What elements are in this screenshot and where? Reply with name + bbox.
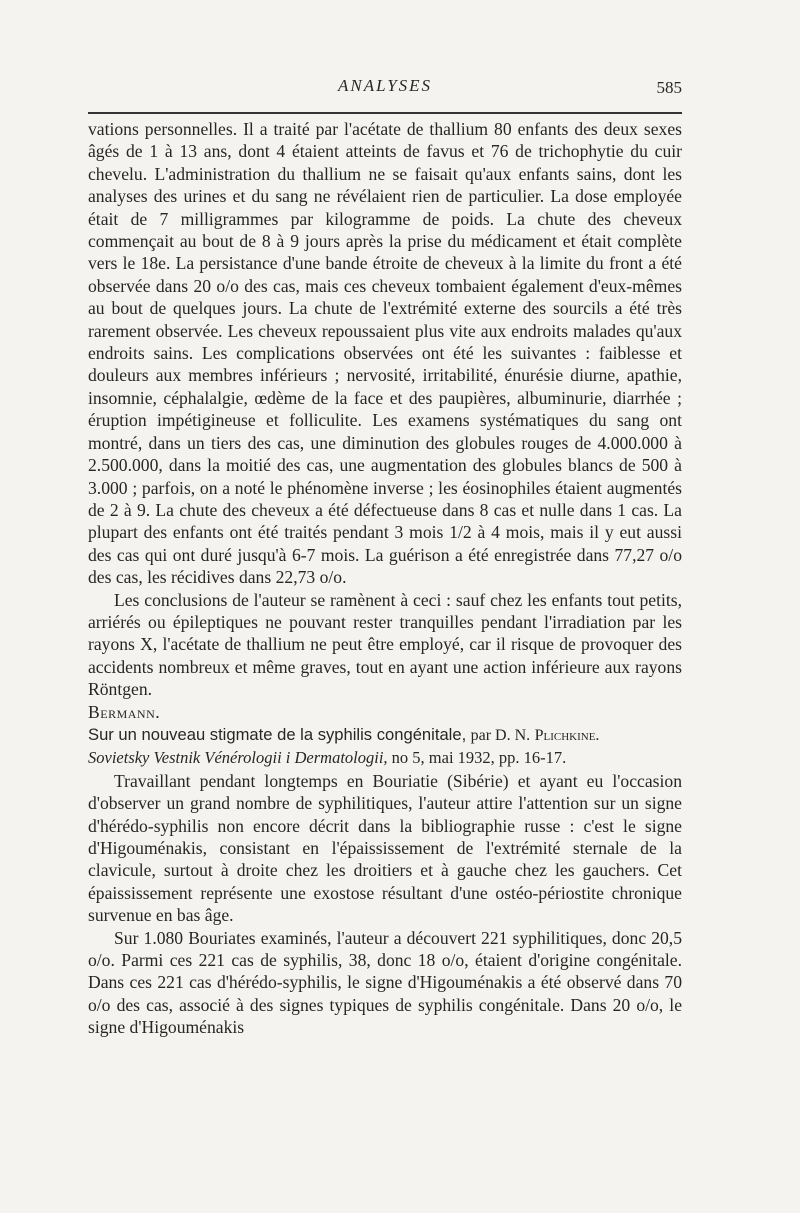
first-article-paragraph-2: Les conclusions de l'auteur se ramènent à ceci : sauf chez les enfants tout petits, arriérés ou épileptiques ne pouvant rester tranquilles pendant l'irradiation par les rayons X, l'acétate de thallium ne peut être employé, car il risque de provoquer des accidents nombreux et même graves, tout en ayant une action inférieure aux rayons Röntgen. <box>88 589 682 700</box>
second-article-title: Sur un nouveau stigmate de la syphilis congénitale, <box>88 724 467 744</box>
page-body <box>88 118 682 1039</box>
second-article-citation <box>88 747 682 769</box>
journal-name: Sovietsky Vestnik Vénérologii i Dermatologii, <box>88 748 388 768</box>
header-rule <box>88 112 682 114</box>
first-article-paragraph-1: vations personnelles. Il a traité par l'acétate de thallium 80 enfants des deux sexes âgés de 1 à 13 ans, dont 4 étaient atteints de favus et 76 de trichophytie du cuir chevelu. L'administration du thallium ne se faisait qu'aux enfants sains, dont les analyses des urines et du sang ne révélaient rien de particulier. La dose employée était de 7 milligrammes par kilogramme de poids. La chute des cheveux commençait au bout de 8 à 9 jours après la prise du médicament et était complète vers le 18e. La persistance d'une bande étroite de cheveux à la limite du front a été observée dans 20 o/o des cas, mais ces cheveux tombaient également d'eux-mêmes au bout de quelques jours. La chute de l'extrémité externe des sourcils a été très rarement observée. Les cheveux repoussaient plus vite aux endroits malades qu'aux endroits sains. Les complications observées ont été les suivantes : faiblesse et douleurs aux membres inférieurs ; nervosité, irritabilité, énurésie diurne, apathie, insomnie, céphalalgie, œdème de la face et des paupières, albuminurie, diarrhée ; éruption impétigineuse et folliculite. Les examens systématiques du sang ont montré, dans un tiers des cas, une diminution des globules rouges de 4.000.000 à 2.500.000, dans la moitié des cas, une augmentation des globules blancs de 500 à 3.000 ; parfois, on a noté le phénomène inverse ; les éosinophiles étaient augmentés de 2 à 9. La chute des cheveux a été défectueuse dans 8 cas et nulle dans 1 cas. La plupart des enfants ont été traités pendant 3 mois 1/2 à 4 mois, mais il y eut aussi des cas qui ont duré jusqu'à 6-7 mois. La guérison a été enregistrée dans 77,27 o/o des cas, les récidives dans 22,73 o/o. <box>88 119 682 588</box>
second-article-heading <box>88 723 682 747</box>
citation-details: no 5, mai 1932, pp. 16-17. <box>391 748 567 768</box>
second-article-paragraph-1: Travaillant pendant longtemps en Bouriatie (Sibérie) et ayant eu l'occasion d'observer un grand nombre de syphilitiques, l'auteur attire l'attention sur un signe d'hérédo-syphilis non encore décrit dans la bibliographie russe : c'est le signe d'Higouménakis, consistant en l'épaississement de l'extrémité sternale de la clavicule, surtout à droite chez les droitiers et à gauche chez les gauchers. Cet épaississement représente une exostose résultant d'une ostéo-périostite chronique survenue en bas âge. <box>88 770 682 926</box>
second-article-paragraph-2: Sur 1.080 Bouriates examinés, l'auteur a découvert 221 syphilitiques, donc 20,5 o/o. Parmi ces 221 cas de syphilis, 38, donc 18 o/o, étaient d'origine congénitale. Dans ces 221 cas d'hérédo-syphilis, le signe d'Higouménakis a été observé dans 70 o/o des cas, associé à des signes typiques de syphilis congénitale. Dans 20 o/o, le signe d'Higouménakis <box>88 927 682 1038</box>
first-article-signature: Bermann. <box>88 701 161 722</box>
second-article-byline: par D. N. <box>470 726 531 744</box>
running-title: ANALYSES <box>337 76 433 95</box>
page-header <box>88 76 682 100</box>
page-number: 585 <box>656 78 682 97</box>
second-article-author: Plichkine. <box>534 726 600 744</box>
